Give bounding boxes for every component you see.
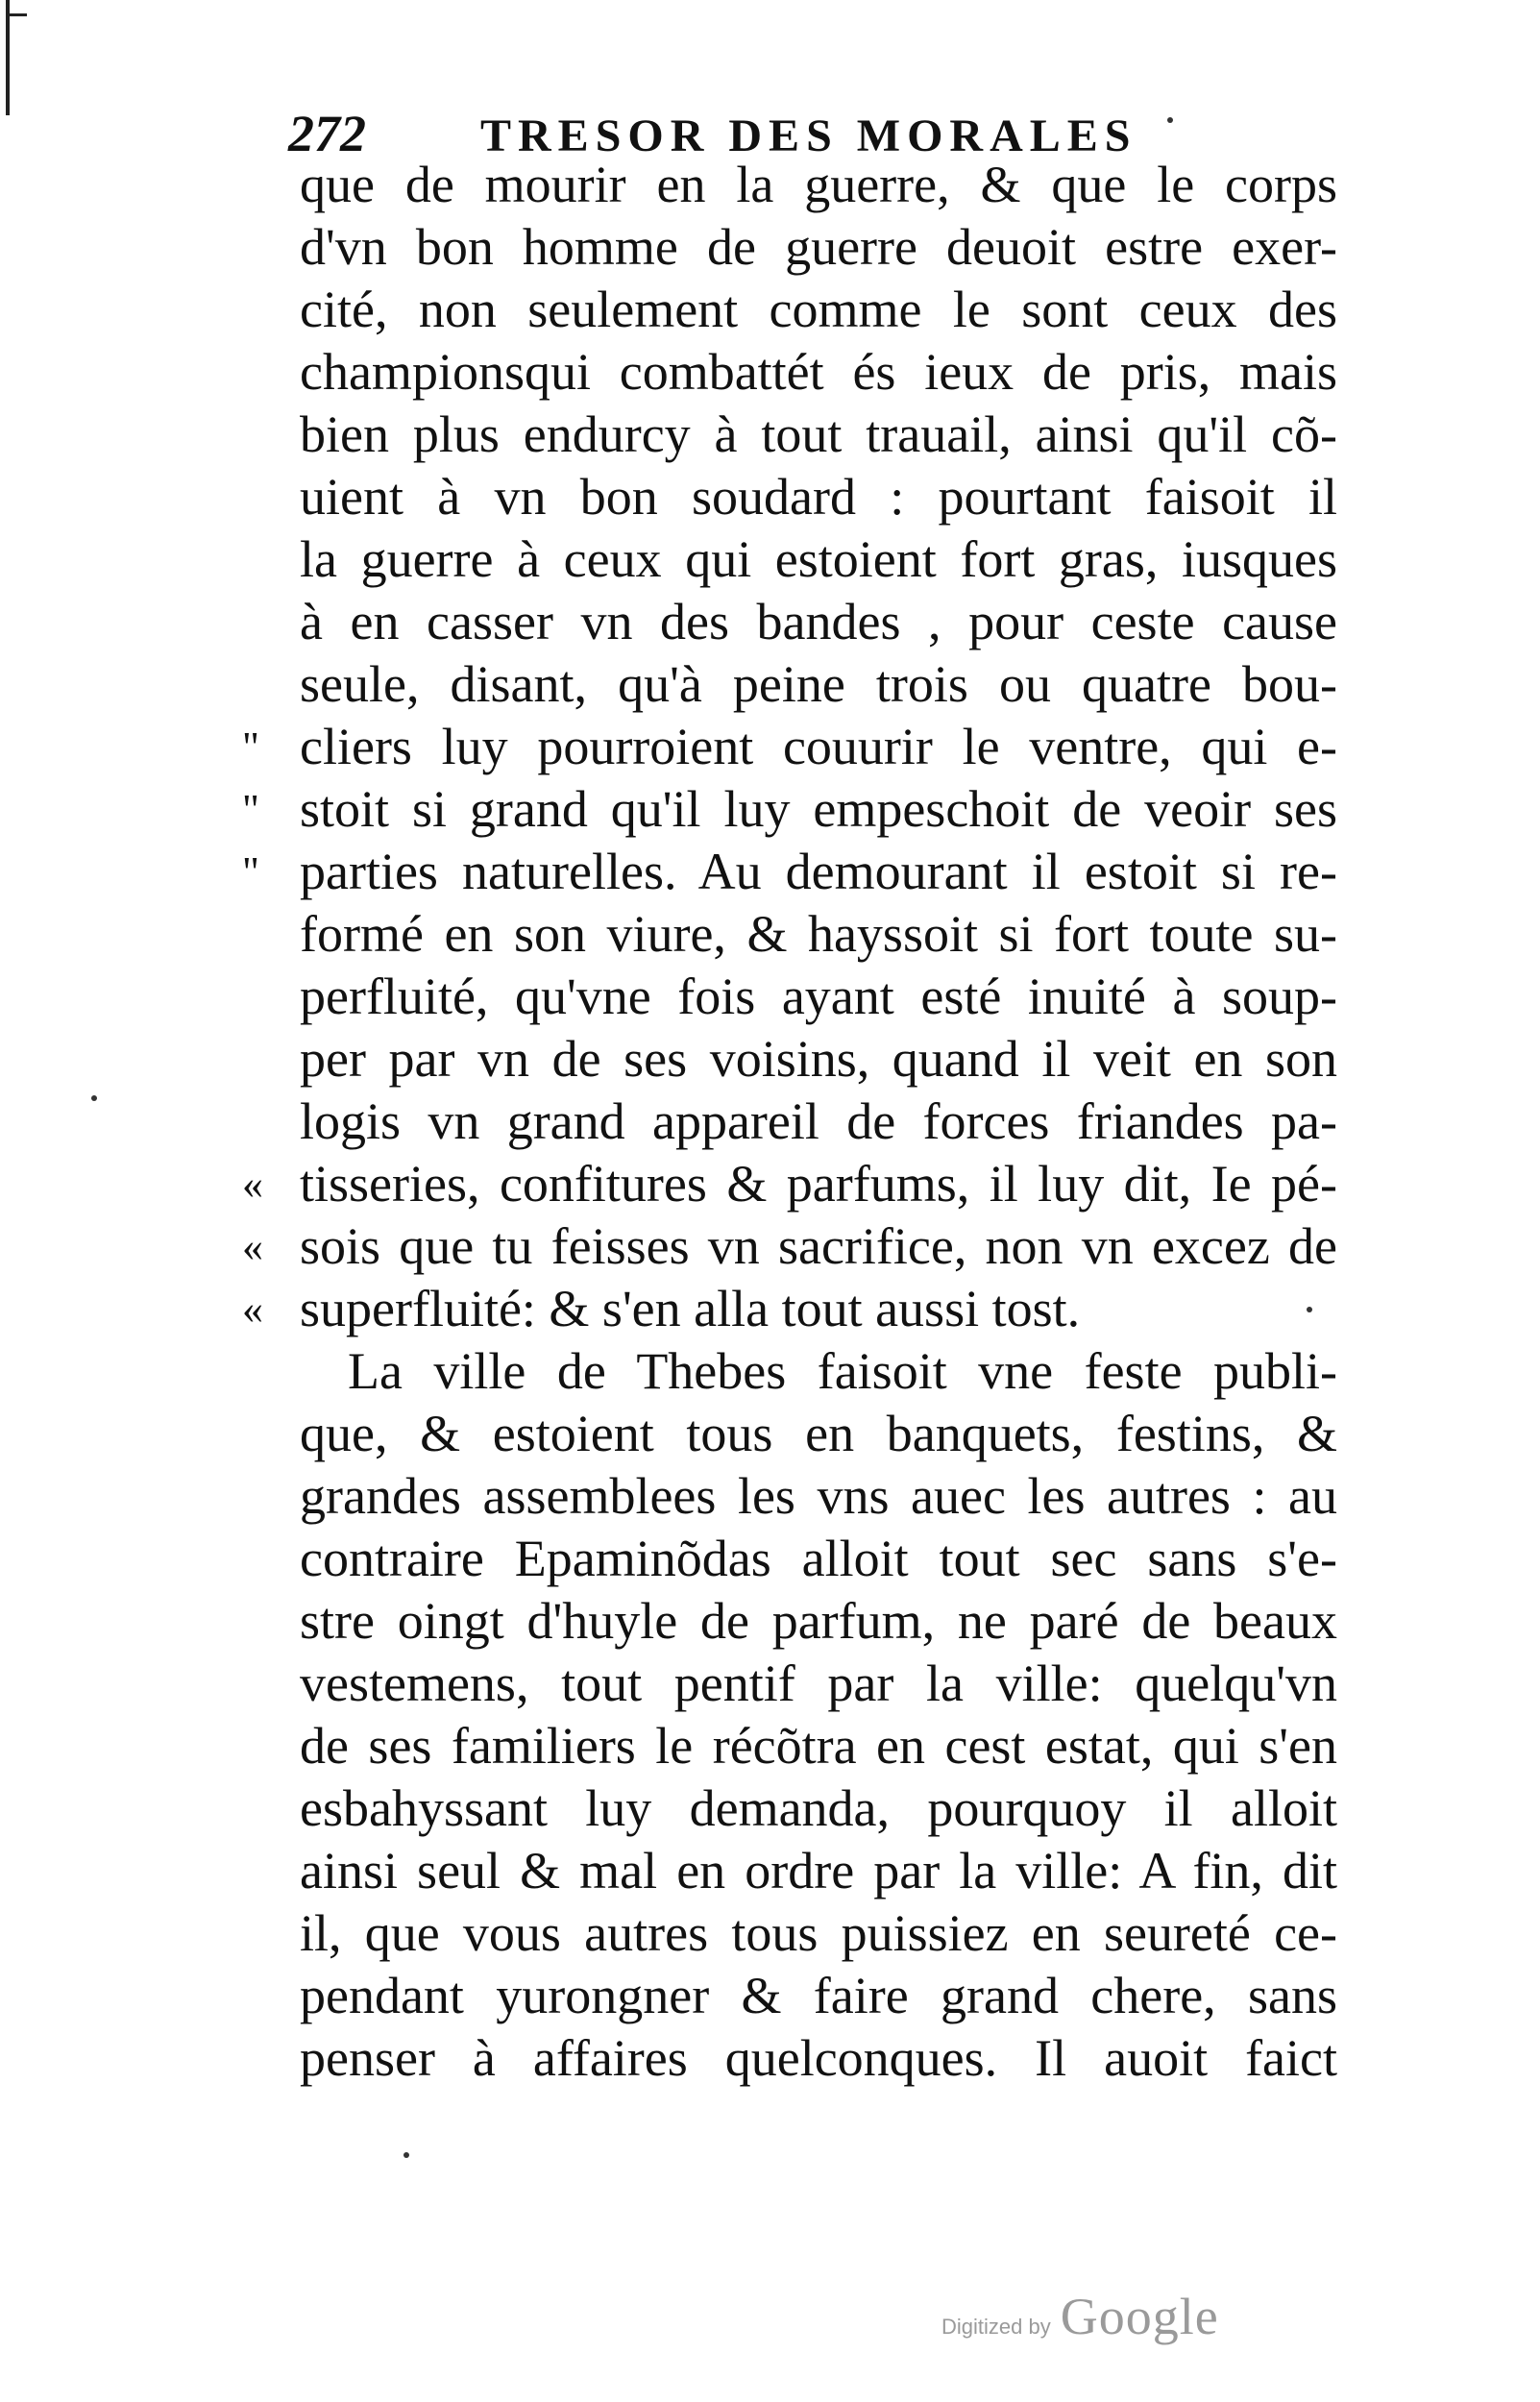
text-line-content: parties naturelles. Au demourant il estoit si re-: [300, 843, 1337, 900]
text-line-content: d'vn bon homme de guerre deuoit estre exer-: [300, 218, 1337, 276]
text-line-content: per par vn de ses voisins, quand il veit en son: [300, 1030, 1337, 1088]
text-line: [242, 1278, 1337, 1340]
text-line: [242, 841, 1337, 903]
marginal-quote-mark: «: [242, 1161, 263, 1208]
page-edge-mark: [6, 0, 10, 115]
text-line-content: que, & estoient tous en banquets, festins, &: [300, 1405, 1337, 1462]
text-line: [300, 1028, 1337, 1091]
marginal-quote-mark: ": [242, 786, 259, 833]
text-line: [300, 154, 1337, 216]
marginal-quote-mark: «: [242, 1223, 263, 1270]
text-line: [300, 1528, 1337, 1590]
text-line-content: cité, non seulement comme le sont ceux des: [300, 281, 1337, 338]
text-line: [300, 1091, 1337, 1153]
text-line: [300, 1465, 1337, 1528]
text-line: [300, 591, 1337, 653]
text-line-content: penser à affaires quelconques. Il auoit faict: [300, 2029, 1337, 2087]
text-line: [300, 216, 1337, 279]
ink-speck: [1167, 117, 1173, 123]
text-line: [300, 1777, 1337, 1840]
text-line: [300, 466, 1337, 528]
text-line-content: bien plus endurcy à tout trauail, ainsi qu'il cõ-: [300, 405, 1337, 463]
text-line-content: à en casser vn des bandes , pour ceste cause: [300, 593, 1337, 650]
text-line-content: tisseries, confitures & parfums, il luy dit, Ie pé-: [300, 1155, 1337, 1213]
text-line: [300, 1840, 1337, 1902]
text-line: [300, 1902, 1337, 1965]
ink-speck: [403, 2152, 409, 2158]
page-number: 272: [288, 105, 366, 162]
text-line: [300, 653, 1337, 716]
text-line-content: la guerre à ceux qui estoient fort gras, iusques: [300, 530, 1337, 588]
text-line-content: formé en son viure, & hayssoit si fort toute su-: [300, 905, 1337, 963]
text-line: [300, 1340, 1337, 1403]
text-line: [300, 2027, 1337, 2090]
digitized-watermark: [941, 2287, 1219, 2346]
marginal-quote-mark: «: [242, 1286, 263, 1333]
text-line: [300, 1965, 1337, 2027]
text-line: [300, 341, 1337, 404]
text-line-content: stoit si grand qu'il luy empeschoit de veoir ses: [300, 780, 1337, 838]
text-line: [300, 279, 1337, 341]
text-line: [300, 1403, 1337, 1465]
ink-speck: [91, 1095, 97, 1101]
text-line: [242, 1215, 1337, 1278]
text-line: [300, 404, 1337, 466]
text-line-content: logis vn grand appareil de forces friandes pa-: [300, 1092, 1337, 1150]
text-line-content: de ses familiers le récõtra en cest estat, qui s'en: [300, 1717, 1337, 1775]
text-line-content: superfluité: & s'en alla tout aussi tost.: [300, 1280, 1081, 1337]
page-edge-mark-stroke: [10, 13, 27, 16]
text-line-content: vestemens, tout pentif par la ville: quelqu'vn: [300, 1654, 1337, 1712]
text-line-content: il, que vous autres tous puissiez en seureté ce-: [300, 1904, 1337, 1962]
text-line: [300, 903, 1337, 966]
body-text: [242, 154, 1337, 2090]
text-line-content: stre oingt d'huyle de parfum, ne paré de beaux: [300, 1592, 1337, 1650]
google-logo: Google: [1060, 2288, 1219, 2345]
text-line: [300, 1715, 1337, 1777]
text-line-content: grandes assemblees les vns auec les autres : au: [300, 1467, 1337, 1525]
running-head: TRESOR DES MORALES: [480, 110, 1137, 161]
text-line: [300, 1590, 1337, 1653]
ink-speck: [1307, 1307, 1312, 1312]
text-line: [242, 716, 1337, 778]
text-line-content: pendant yurongner & faire grand chere, sans: [300, 1967, 1337, 2024]
watermark-prefix: Digitized by: [941, 2315, 1051, 2339]
text-line-content: perfluité, qu'vne fois ayant esté inuité à soup-: [300, 968, 1337, 1025]
text-line-content: sois que tu feisses vn sacrifice, non vn excez de: [300, 1217, 1337, 1275]
text-line-content: uient à vn bon soudard : pourtant faisoit il: [300, 468, 1337, 526]
text-line: [242, 778, 1337, 841]
marginal-quote-mark: ": [242, 723, 259, 771]
text-line: [242, 1153, 1337, 1215]
marginal-quote-mark: ": [242, 848, 259, 895]
text-line-content: esbahyssant luy demanda, pourquoy il alloit: [300, 1779, 1337, 1837]
text-line-content: championsqui combattét és ieux de pris, mais: [300, 343, 1337, 401]
text-line-content: contraire Epaminõdas alloit tout sec sans s'e-: [300, 1530, 1337, 1587]
text-line: [300, 528, 1337, 591]
text-line: [300, 1653, 1337, 1715]
text-line-content: seule, disant, qu'à peine trois ou quatre bou-: [300, 655, 1337, 713]
text-line-content: cliers luy pourroient couurir le ventre, qui e-: [300, 718, 1337, 775]
text-line-content: ainsi seul & mal en ordre par la ville: A fin, dit: [300, 1842, 1337, 1900]
text-line-content: que de mourir en la guerre, & que le corps: [300, 156, 1337, 213]
text-line: [300, 966, 1337, 1028]
text-line-content: La ville de Thebes faisoit vne feste publi-: [348, 1342, 1337, 1400]
